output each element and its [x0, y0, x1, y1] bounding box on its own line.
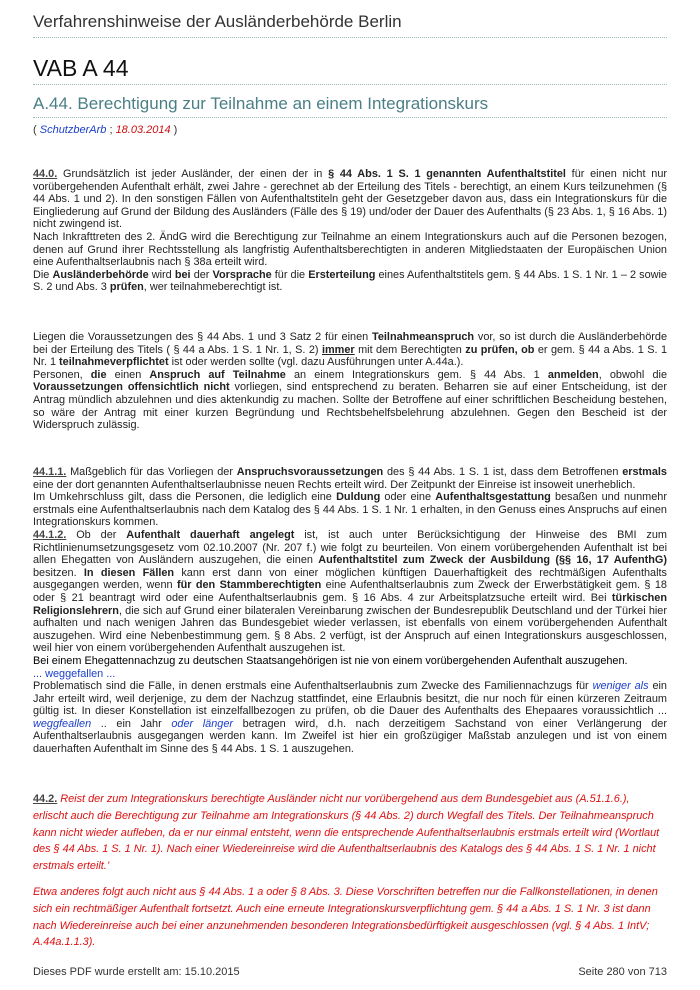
section-44-1: 44.1.1. Maßgeblich für das Vorliegen der Anspruchsvoraussetzungen des § 44 Abs. 1 S. 1 ist, dass dem Betroffenen erstmals eine der dort genannten Aufenthaltserlaubnisse neuen Rechts erteilt wird. Der Zeitpunkt der Einreise ist insoweit unerheblich. Im Umkehrschluss gilt, dass die Personen, die lediglich eine Duldung oder eine Aufenthaltsgestattung besaßen und nunmehr erstmals eine Aufenthaltserlaubnis nach dem Katalog des § 44 Abs. 1 S. 1 Nr. 1 erhalten, in den Genuss eines Anspruchs auf einen Integrationskurs kommen. 44.1.2. Ob der Aufenthalt dauerhaft angelegt ist, ist auch unter Berücksichtigung der Hinweise des BMI zum Richtlinienumsetzungsgesetz vom 02.10.2007 (Nr. 207 f.) wie folgt zu beurteilen. Von einem vorübergehenden Aufenthalt ist bei allen Ehegatten von Ausländern auszugehen, die einen Aufenthaltstitel zum Zweck der Ausbildung (§§ 16, 17 AufenthG) besitzen. In diesen Fällen kann erst dann von einer möglichen künftigen Dauerhaftigkeit des rechtmäßigen Aufenthalts ausgegangen werden, wenn für den Stammberechtigten eine Aufenthaltserlaubnis zum Zweck der Erwerbstätigkeit gem. § 18 oder § 21 beantragt wird oder eine Aufenthaltserlaubnis gem. § 16 Abs. 4 zur Arbeitsplatzsuche erteilt wird. Bei türkischen Religionslehrern, die sich auf Grund einer bilateralen Vereinbarung zwischen der Bundesrepublik Deutschland und der Türkei hier aufhalten und nach wenigen Jahren das Bundesgebiet wieder verlassen, ist ebenfalls von einem vorübergehenden Aufenthalt auszugehen. Wird eine Nebenbestimmung gem. § 8 Abs. 2 verfügt, ist der Anspruch auf einen Integrationskurs ausgeschlossen, weil hier von einem vorübergehenden Aufenthalt auszugehen ist. Bei einem Ehegattennachzug zu deutschen Staatsangehörigen ist nie von einem vorübergehenden Aufenthalt auszugehen. ... weggefallen ... Problematisch sind die Fälle, in denen erstmals eine Aufenthaltserlaubnis zum Zwecke des Familiennachzugs für weniger als ein Jahr erteilt wird, weil derjenige, zu dem der Nachzug stattfindet, eine Erlaubnis besitzt, die nur noch für einen kürzeren Zeitraum gültig ist. In dieser Konstellation ist einzelfallbezogen zu prüfen, ob die Dauer des Aufenthalts des Ehepaares voraussichtlich ... weggfeallen .. ein Jahr oder länger betragen wird, d.h. nach derzeitigem Sachstand von einer Verlängerung der Aufenthaltserlaubnis ausgegangen werden kann. Im Zweifel ist hier ein großzügiger Maßstab anzulegen und ist von einem dauerhaften Aufenthalt im Sinne des § 44 Abs. 1 S. 1 auszugehen. — [33, 466, 667, 756]
footer-created: Dieses PDF wurde erstellt am: 15.10.2015 — [33, 966, 240, 978]
meta-line: ( SchutzberArb ; 18.03.2014 ) — [33, 124, 178, 136]
section-voraussetzungen: Liegen die Voraussetzungen des § 44 Abs. 1 und 3 Satz 2 für einen Teilnahmeanspruch vor, so ist durch die Ausländerbehörde bei der Erteilung des Titels ( § 44 a Abs. 1 S. 1 Nr. 1, S. 2) immer mit dem Berechtigten zu prüfen, ob er gem. § 44 a Abs. 1 S. 1 Nr. 1 teilnahmeverpflichtet ist oder werden sollte (vgl. dazu Ausführungen unter A.44a.). Personen, die einen Anspruch auf Teilnahme an einem Integrationskurs gem. § 44 Abs. 1 anmelden, obwohl die Voraussetzungen offensichtlich nicht vorliegen, sind entsprechend zu beraten. Beharren sie auf einer Entscheidung, ist der Antrag mündlich abzulehnen und dies aktenkundig zu machen. Sollte der Betroffene auf einer schriftlichen Bescheidung bestehen, so wäre der Antrag mit einer kurzen Begründung und Rechtsbehelfsbelehrung abzulehnen. Gegen den Bescheid ist der Widerspruch zulässig. — [33, 331, 668, 432]
section-divider — [33, 117, 667, 118]
section-44-0: 44.0. Grundsätzlich ist jeder Ausländer, der einen der in § 44 Abs. 1 S. 1 genannten Aufenthaltstitel für einen nicht nur vorübergehenden Aufenthalt erhält, zwei Jahre - gerechnet ab der Erteilung des Titels - berechtigt, an einem Kurs teilzunehmen (§ 44 Abs. 1 und 2). In den sonstigen Fällen von Aufenthaltstiteln geht der Gesetzgeber davon aus, dass ein Integrationskurs für die Eingliederung auf Grund der Bildung des Ausländers (Fälle des § 19) und/oder der Dauer des Aufenthalts (§ 23 Abs. 1, § 16 Abs. 1) nicht zwingend ist. Nach Inkrafttreten des 2. ÄndG wird die Berechtigung zur Teilnahme an einem Integrationskurs auch auf die Personen bezogen, denen auf Grund ihrer Rechtsstellung als langfristig Aufenthaltsberechtigten in anderen Mitgliedstaaten der Europäischen Union eine Aufenthaltserlaubnis nach § 38a erteilt wird. Die Ausländerbehörde wird bei der Vorsprache für die Ersterteilung eines Aufenthaltstitels gem. § 44 Abs. 1 S. 1 Nr. 1 – 2 sowie S. 2 und Abs. 3 prüfen, wer teilnahmeberechtigt ist. — [33, 168, 667, 294]
para-number: 44.1.2. — [33, 528, 67, 541]
para-number: 44.1.1. — [33, 466, 67, 478]
section-title: A.44. Berechtigung zur Teilnahme an einem Integrationskurs — [33, 94, 489, 113]
author-link[interactable]: SchutzberArb — [39, 124, 107, 136]
revision-date: 18.03.2014 — [115, 124, 171, 136]
document-header-title: Verfahrenshinweise der Ausländerbehörde Berlin — [33, 12, 402, 31]
header-divider — [33, 37, 667, 38]
footer-page-number: Seite 280 von 713 — [578, 966, 667, 978]
title-divider — [33, 84, 667, 85]
document-id: VAB A 44 — [33, 55, 129, 81]
para-number: 44.2. — [33, 793, 58, 805]
section-44-2: 44.2. Reist der zum Integrationskurs berechtigte Ausländer nicht nur vorübergehend aus dem Bundesgebiet aus (A.51.1.6.), erlischt auch die Berechtigung zur Teilnahme am Integrationskurs (§ 44 Abs. 2) durch Wegfall des Titels. Der Teilnahmeanspruch kann nicht wieder aufleben, da er nur einmal entsteht, wenn die entsprechende Aufenthaltserlaubnis erstmals erteilt wird (Wortlaut des § 44 Abs. 1 S. 1 Nr. 1). Nach einer Wiedereinreise wird die Aufenthaltserlaubnis des Katalogs des § 44 Abs. 1 S. 1 Nr. 1 nicht erstmals erteilt.’ Etwa anderes folgt auch nicht aus § 44 Abs. 1 a oder § 8 Abs. 3. Diese Vorschriften betreffen nur die Fallkonstellationen, in denen sich ein rechtmäßiger Aufenthalt fortsetzt. Auch eine erneute Integrationskursverpflichtung gem. § 44 a Abs. 1 S. 1 Nr. 3 ist dann nach Wiedereinreise auch bei einer anzunehmenden besonderen Integrationsbedürftigkeit ausgeschlossen (vgl. § 4 Abs. 1 IntV; A.44a.1.1.3). — [33, 793, 660, 949]
removed-marker: ... weggefallen ... — [33, 667, 116, 680]
para-number: 44.0. — [33, 168, 58, 180]
